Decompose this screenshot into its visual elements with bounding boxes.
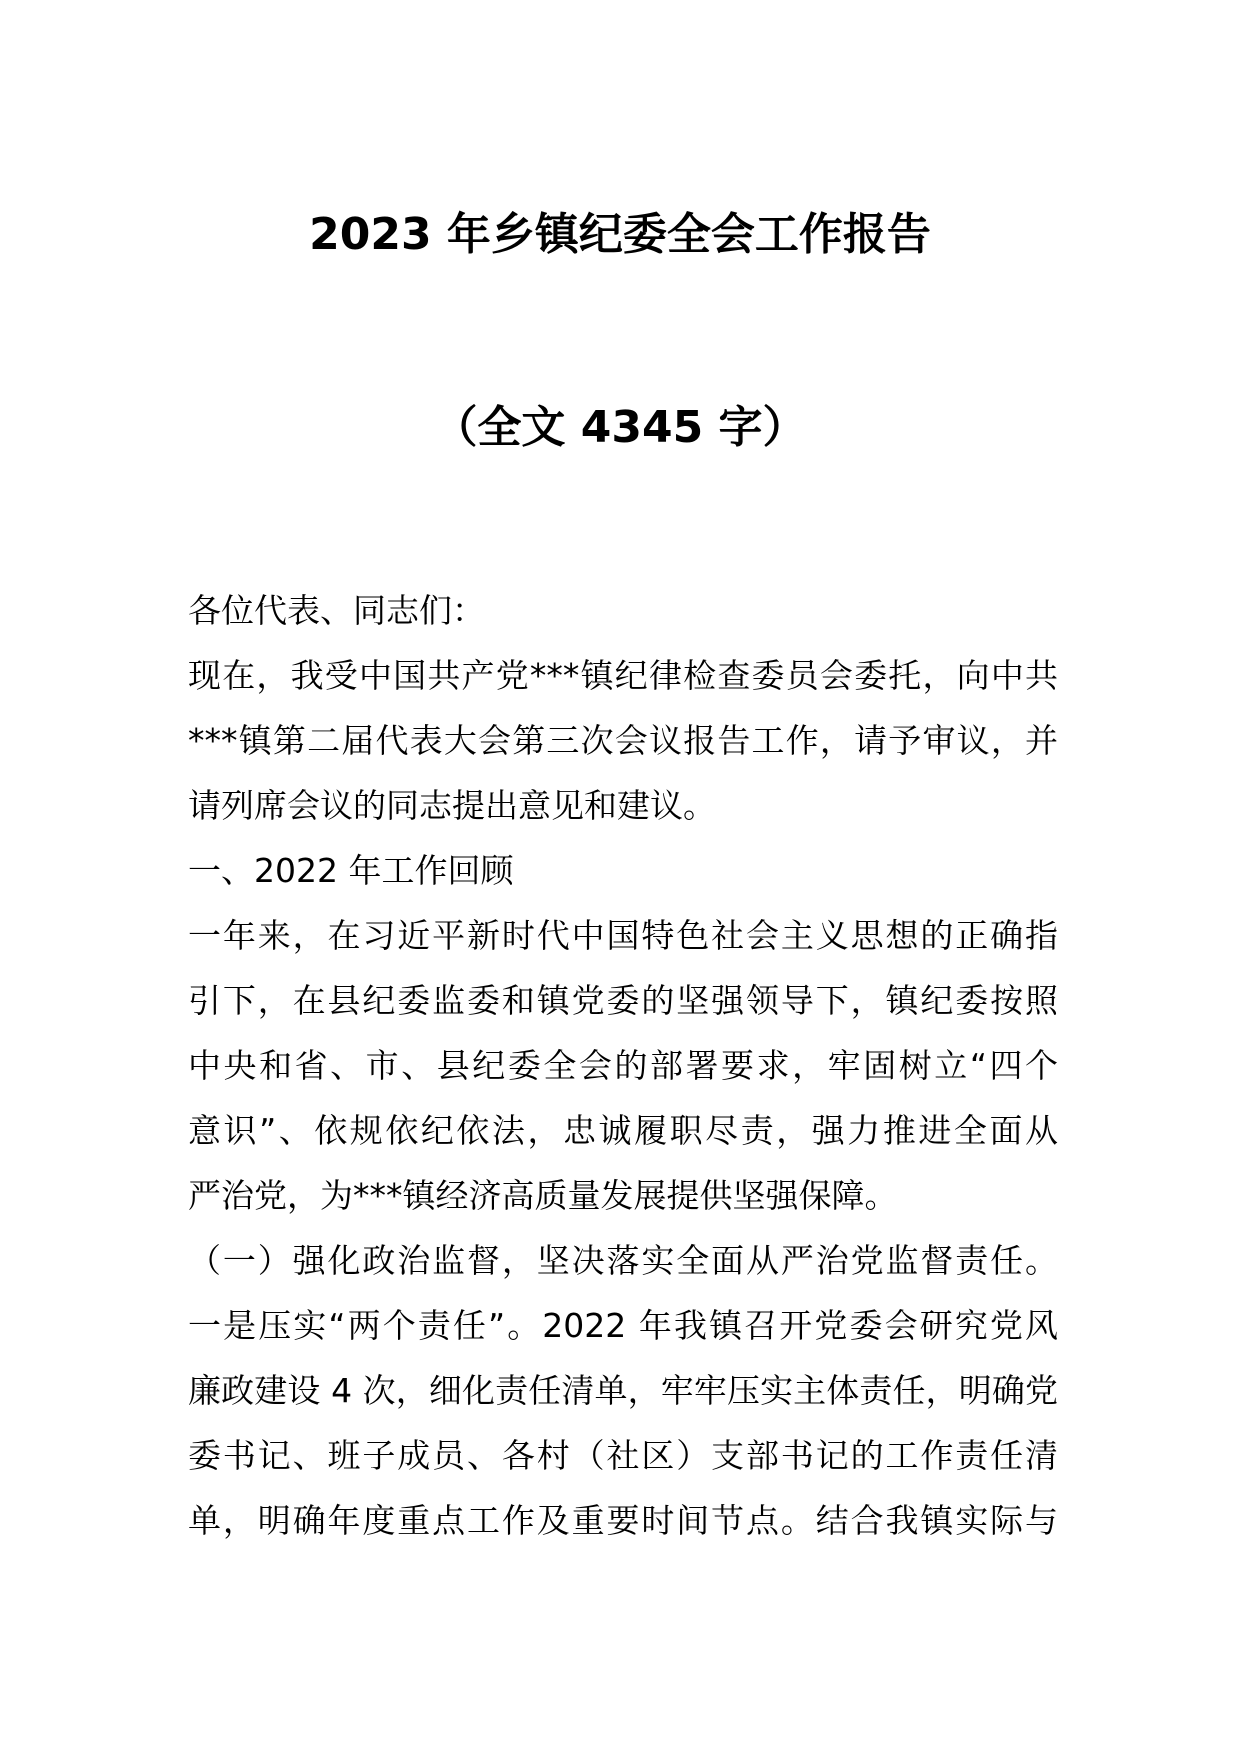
paragraph-line: 引下，在县纪委监委和镇党委的坚强领导下，镇纪委按照 (188, 981, 1058, 1020)
subsection-heading: （一）强化政治监督，坚决落实全面从严治党监督责任。 (188, 1241, 1058, 1280)
salutation-line: 各位代表、同志们： (188, 591, 485, 630)
paragraph-line: 请列席会议的同志提出意见和建议。 (188, 786, 716, 825)
paragraph-line: 一是压实“两个责任”。2022 年我镇召开党委会研究党风 (188, 1306, 1058, 1345)
document-subtitle: （全文 4345 字） (433, 402, 807, 453)
paragraph-line: 中央和省、市、县纪委全会的部署要求，牢固树立“四个 (188, 1046, 1058, 1085)
paragraph-line: 意识”、依规依纪依法，忠诚履职尽责，强力推进全面从 (188, 1111, 1058, 1150)
document-body (188, 578, 1058, 1553)
paragraph-line: 廉政建设 4 次，细化责任清单，牢牢压实主体责任，明确党 (188, 1371, 1058, 1410)
paragraph-line: 一年来，在习近平新时代中国特色社会主义思想的正确指 (188, 916, 1058, 955)
document-title: 2023 年乡镇纪委全会工作报告 (309, 209, 931, 260)
paragraph-line: 现在，我受中国共产党***镇纪律检查委员会委托，向中共 (188, 656, 1058, 695)
section-heading: 一、2022 年工作回顾 (188, 851, 514, 890)
paragraph-line: ***镇第二届代表大会第三次会议报告工作，请予审议，并 (188, 721, 1058, 760)
paragraph-line: 单，明确年度重点工作及重要时间节点。结合我镇实际与 (188, 1501, 1058, 1540)
paragraph-line: 严治党，为***镇经济高质量发展提供坚强保障。 (188, 1176, 898, 1215)
paragraph-line: 委书记、班子成员、各村（社区）支部书记的工作责任清 (188, 1436, 1058, 1475)
